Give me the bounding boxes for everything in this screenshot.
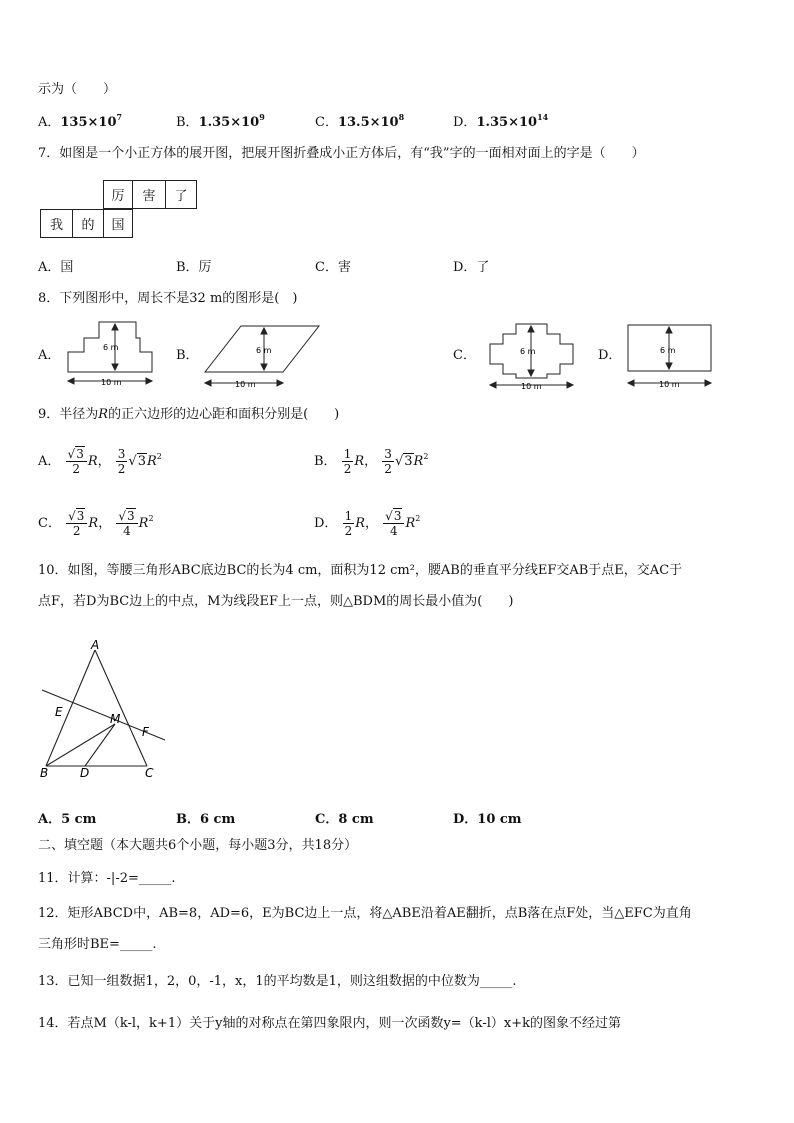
q8-c-width-label: 10 m <box>521 382 542 391</box>
q9-a-label: A． <box>38 454 61 469</box>
q10-option-b[interactable]: B．6 cm <box>176 812 236 827</box>
q9-a-den2: 2 <box>117 462 126 476</box>
q9-d-den1: 2 <box>344 524 353 538</box>
q9-a-sep: ， <box>97 454 111 469</box>
q9-d-r2: R <box>405 516 416 531</box>
q7-option-d[interactable]: D．了 <box>453 260 490 275</box>
net-cell-top-2: 害 <box>132 180 166 209</box>
q9-b-num2: 3 <box>384 447 392 461</box>
q9-c-r2: R <box>138 516 149 531</box>
q9-b-num1: 1 <box>343 447 352 461</box>
q9-c-radicand1: 3 <box>76 509 85 523</box>
q9-a-num2: 3 <box>117 447 126 461</box>
net-cell-bottom-1: 我 <box>40 209 73 238</box>
q9-d-frac2: $\frac{√3}{4}$ <box>383 509 404 538</box>
q10-option-d[interactable]: D．10 cm <box>453 812 522 827</box>
q9-c-frac1: $\frac{√3}{2}$ <box>66 509 87 538</box>
q6-option-a-base: 135×10 <box>60 115 117 130</box>
q10-line1: 10．如图，等腰三角形ABC底边BC的长为4 cm，面积为12 cm²，腰AB的垂直平分线EF交AB于点E，交AC于 <box>38 563 683 578</box>
q10-option-a[interactable]: A．5 cm <box>38 812 97 827</box>
q9-a-r1: R <box>87 454 98 469</box>
q9-b-den2: 2 <box>384 462 392 476</box>
q9-d-num1: 1 <box>344 509 353 523</box>
point-b-label: B <box>40 766 49 780</box>
q9-b-r2: R <box>413 454 424 469</box>
q8-option-d[interactable]: D． <box>598 348 622 363</box>
q6-option-c-label: C． <box>315 115 338 130</box>
q8-b-width-label: 10 m <box>235 380 256 389</box>
q9-d-sep: ， <box>365 516 379 531</box>
q9-c-den1: 2 <box>72 524 81 538</box>
q9-d-radicand: 3 <box>393 509 402 523</box>
q9-c-sep: ， <box>98 516 112 531</box>
q8-b-height-label: 6 m <box>256 346 272 355</box>
point-d-label: D <box>80 766 90 780</box>
point-f-label: F <box>142 725 149 739</box>
q8-stem: 8．下列图形中，周长不是32 m的图形是( ) <box>38 291 298 306</box>
q10-option-c[interactable]: C．8 cm <box>315 812 374 827</box>
q9-c-r1: R <box>88 516 99 531</box>
q14: 14．若点M（k-l，k+1）关于y轴的对称点在第四象限内，则一次函数y=（k-l）x+k的图象不经过第 <box>38 1016 621 1031</box>
q9-b-sep: ， <box>364 454 378 469</box>
net-cell-top-3: 了 <box>165 180 197 209</box>
segment-ac <box>95 650 147 766</box>
point-a-label: A <box>91 638 100 652</box>
q9-a-r2: R <box>147 454 157 469</box>
q6-option-d-exp: 14 <box>537 112 549 122</box>
q10-line2: 点F，若D为BC边上的中点，M为线段EF上一点，则△BDM的周长最小值为( ) <box>38 594 514 609</box>
q6-option-a-exp: 7 <box>116 112 123 122</box>
q13: 13．已知一组数据1，2，0，-1，x，1的平均数是1，则这组数据的中位数为_____. <box>38 974 517 989</box>
section-2-heading: 二、填空题（本大题共6个小题，每小题3分，共18分） <box>38 838 358 853</box>
q12-line1: 12．矩形ABCD中，AB=8，AD=6，E为BC边上一点，将△ABE沿着AE翻折，点B落在点F处，当△EFC为直角 <box>38 906 692 921</box>
q6-option-d-label: D． <box>453 115 477 130</box>
q9-option-a[interactable]: A． $\frac{√3}{2}$ R， $\frac{3}{2}$ $√3R^2$ <box>38 447 162 476</box>
q9-b-r1: R <box>354 454 365 469</box>
q8-option-a[interactable]: A． <box>38 348 61 363</box>
q9-b-den1: 2 <box>343 462 352 476</box>
q7-option-b[interactable]: B．厉 <box>176 260 212 275</box>
q9-b-sq: 2 <box>423 452 429 461</box>
q6-stem-tail: 示为（ ） <box>38 82 117 97</box>
q9-c-sq: 2 <box>148 514 154 523</box>
q8-option-c[interactable]: C． <box>453 348 476 363</box>
q8-a-width-label: 10 m <box>101 378 122 387</box>
q7-option-c[interactable]: C．害 <box>315 260 351 275</box>
q8-c-height-label: 6 m <box>520 347 536 356</box>
q6-option-c-base: 13.5×10 <box>337 115 399 130</box>
point-m-label: M <box>110 712 121 726</box>
q9-c-label: C． <box>38 516 61 531</box>
q9-c-radicand2: 3 <box>127 509 135 523</box>
q9-stem-tail: 的正六边形的边心距和面积分别是( ) <box>108 407 340 422</box>
q9-stem-var: R <box>98 407 109 422</box>
q9-d-label: D． <box>314 516 338 531</box>
net-cell-bottom-3: 国 <box>103 209 133 238</box>
q9-a-den1: 2 <box>72 462 80 476</box>
segment-dm <box>85 724 115 766</box>
point-c-label: C <box>145 766 154 780</box>
q6-option-b-label: B． <box>176 115 199 130</box>
q9-b-label: B． <box>314 454 337 469</box>
q9-a-sq: 2 <box>156 452 162 461</box>
q9-d-sq: 2 <box>415 514 421 523</box>
q9-c-den2: 4 <box>123 524 131 538</box>
q9-option-b[interactable]: B． $\frac{1}{2}$ R， $\frac{3}{2}$ $√3R^2$ <box>314 447 429 476</box>
q8-option-b[interactable]: B． <box>176 348 199 363</box>
q9-d-r1: R <box>355 516 366 531</box>
q9-d-den2: 4 <box>390 524 398 538</box>
q6-option-b-exp: 9 <box>259 112 265 122</box>
q9-stem-head: 9．半径为 <box>38 407 99 422</box>
q7-option-a[interactable]: A．国 <box>38 260 74 275</box>
q8-d-width-label: 10 m <box>659 380 680 389</box>
net-cell-top-1: 厉 <box>103 180 133 209</box>
q6-option-d-base: 1.35×10 <box>476 115 538 130</box>
net-cell-bottom-2: 的 <box>72 209 104 238</box>
q9-a-radicand: 3 <box>76 447 84 461</box>
q7-stem: 7．如图是一个小正方体的展开图，把展开图折叠成小正方体后，有“我”字的一面相对面上的字是（ ） <box>38 146 645 161</box>
segment-bm <box>46 724 115 766</box>
q8-d-height-label: 6 m <box>660 346 676 355</box>
q9-a-radicand2: 3 <box>137 454 146 469</box>
q6-option-c-exp: 8 <box>398 112 405 122</box>
q11: 11．计算：-|-2=_____. <box>38 871 176 886</box>
point-e-label: E <box>55 705 63 719</box>
q9-b-radicand: 3 <box>404 454 413 469</box>
q9-c-frac2: $\frac{√3}{4}$ <box>116 509 137 538</box>
q6-option-a-label: A． <box>38 115 61 130</box>
q8-a-height-label: 6 m <box>103 343 119 352</box>
q6-option-b-base: 1.35×10 <box>198 115 260 130</box>
q12-line2: 三角形时BE=_____. <box>38 937 157 952</box>
q9-a-frac1: $\frac{√3}{2}$ <box>66 447 87 476</box>
